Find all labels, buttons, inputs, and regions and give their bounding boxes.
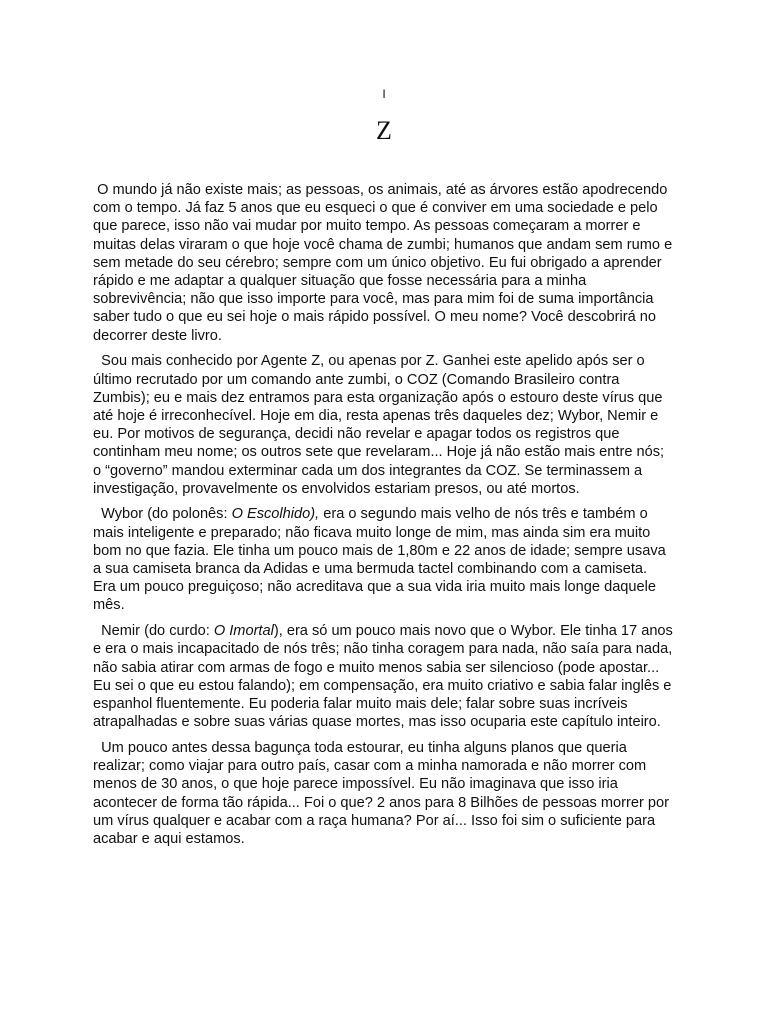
paragraph-text: Um pouco antes dessa bagunça toda estourar, eu tinha alguns planos que queria realizar; como viajar para outro país, casar com a minha namorada e não morrer com menos de 30 anos, o que hoje parece impossível. Eu não imaginava que isso iria acontecer de forma tão rápida... Foi o que? 2 anos para 8 Bilhões de pessoas morrer por um vírus qualquer e acabar com a raça humana? Por aí... Isso foi sim o suficiente para acabar e aqui estamos. xyxy=(93,739,674,847)
paragraph-plans xyxy=(93,739,673,848)
paragraph-wybor xyxy=(93,505,673,614)
chapter-number: I xyxy=(382,87,386,101)
paragraph-agent-z xyxy=(93,352,673,498)
paragraph-text: O mundo já não existe mais; as pessoas, os animais, até as árvores estão apodrecendo com o tempo. Já faz 5 anos que eu esqueci o que é conviver em uma sociedade e pelo que parece, isso não vai mudar por muito tempo. As pessoas começaram a morrer e muitas delas viraram o que hoje você chama de zumbi; humanos que andam sem rumo e sem metade do seu cérebro; sempre com um único objetivo. Eu fui obrigado a aprender rápido e me adaptar a qualquer situação que fosse necessária para a minha sobrevivência; não que isso importe para você, mas para mim foi de suma importância saber tudo o que eu sei hoje o mais rápido possível. O meu nome? Você descobrirá no decorrer deste livro. xyxy=(93,182,677,344)
paragraph-intro xyxy=(93,181,677,345)
chapter-body xyxy=(93,181,677,856)
paragraph-nemir xyxy=(93,622,677,731)
chapter-title: Z xyxy=(376,116,392,145)
paragraph-text: Wybor (do polonês: xyxy=(93,506,232,523)
paragraph-italic-text: O Imortal xyxy=(213,623,274,640)
paragraph-text: ), era só um pouco mais novo que o Wybor. Ele tinha 17 anos e era o mais incapacitado de nós três; não tinha coragem para nada, não saía para nada, não sabia atirar com armas de fogo e muito menos sabia ser silencioso (pode apostar... Eu sei o que eu estou falando); em compensação, era muito criativo e sabia falar inglês e espanhol fluentemente. Eu poderia falar muito mais dele; falar sobre suas incríveis atrapalhadas e sobre suas várias quase mortes, mas isso ocuparia este capítulo inteiro. xyxy=(93,623,677,731)
paragraph-text: Sou mais conhecido por Agente Z, ou apenas por Z. Ganhei este apelido após ser o último recrutado por um comando ante zumbi, o COZ (Comando Brasileiro contra Zumbis); eu e mais dez entramos para esta organização após o estouro deste vírus que até hoje é irreconhecível. Hoje em dia, resta apenas três daqueles dez; Wybor, Nemir e eu. Por motivos de segurança, decidi não revelar e apagar todos os registros que continham meu nome; os outros sete que revelaram... Hoje já não estão mais entre nós; o “governo” mandou exterminar cada um dos integrantes da COZ. Se terminassem a investigação, provavelmente os envolvidos estariam presos, ou até mortos. xyxy=(93,353,669,497)
paragraph-text: Nemir (do curdo: xyxy=(93,623,214,640)
paragraph-italic-text: O Escolhido), xyxy=(231,506,320,523)
paragraph-text: era o segundo mais velho de nós três e também o mais inteligente e preparado; não ficava muito longe de mim, mas ainda sim era muito bom no que fazia. Ele tinha um pouco mais de 1,80m e 22 anos de idade; sempre usava a sua camiseta branca da Adidas e uma bermuda tactel combinando com a camiseta. Era um pouco preguiçoso; não acreditava que a sua vida iria muito mais longe daquele mês. xyxy=(93,506,670,614)
